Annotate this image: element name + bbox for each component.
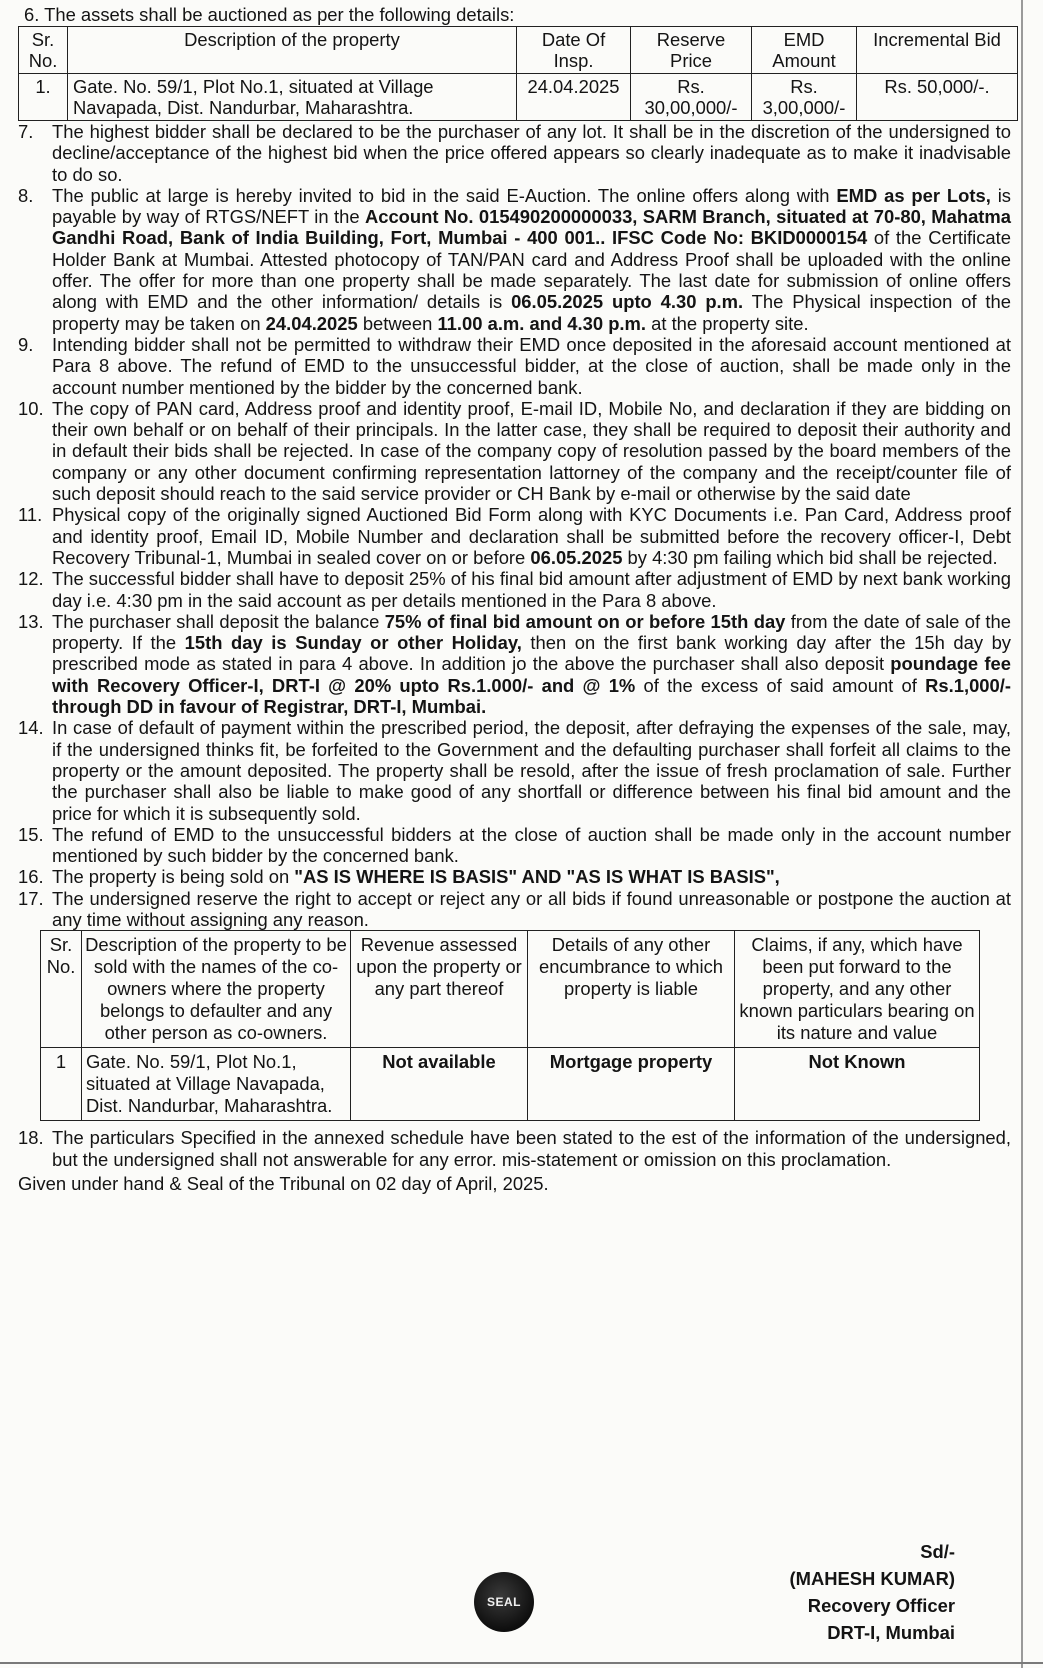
page-border-bottom	[0, 1662, 1043, 1664]
cell-emd: Rs. 3,00,000/-	[752, 74, 857, 121]
para-18: 18. The particulars Specified in the annexed schedule have been stated to the est of the information of the undersigned, but the undersigned shall not answerable for any error. mis-statement or omission on this proclamation.	[18, 1127, 1011, 1170]
col-emd-amount: EMD Amount	[752, 27, 857, 74]
col-sr-no: Sr. No.	[19, 27, 68, 74]
para-7: 7. The highest bidder shall be declared to be the purchaser of any lot. It shall be in the discretion of the undersigned to decline/acceptance of the highest bid when the price offered appears so clearly inadequate as to make it inadvisable to do so.	[18, 121, 1011, 185]
col-description: Description of the property	[68, 27, 517, 74]
col-encumbrance: Details of any other encumbrance to which property is liable	[528, 931, 735, 1048]
para-13: 13. The purchaser shall deposit the balance 75% of final bid amount on or before 15th day from the date of sale of the property. If the 15th day is Sunday or other Holiday, then on the first bank working day after the 15h day by prescribed mode as stated in para 4 above. In addition jo the above the purchaser shall also deposit poundage fee with Recovery Officer-I, DRT-I @ 20% upto Rs.1.000/- and @ 1% of the excess of said amount of Rs.1,000/-through DD in favour of Registrar, DRT-I, Mumbai.	[18, 610, 1011, 718]
terms-list	[18, 121, 1011, 930]
cell-description: Gate. No. 59/1, Plot No.1, situated at Village Navapada, Dist. Nandurbar, Maharashtra.	[68, 74, 517, 121]
cell-reserve: Rs. 30,00,000/-	[631, 74, 752, 121]
table-row	[41, 1048, 980, 1121]
cell-sr: 1.	[19, 74, 68, 121]
para-15: 15. The refund of EMD to the unsuccessful bidders at the close of auction shall be made only in the account number mentioned by such bidder by the concerned bank.	[18, 823, 1011, 867]
col-claims: Claims, if any, which have been put forward to the property, and any other known particulars bearing on its nature and value	[735, 931, 980, 1048]
schedule-table	[40, 930, 980, 1121]
page-border-right	[1021, 0, 1023, 1668]
table-header-row	[19, 27, 1018, 74]
para-6-text: The assets shall be auctioned as per the following details:	[44, 4, 515, 25]
given-under-hand: Given under hand & Seal of the Tribunal on 02 day of April, 2025.	[18, 1172, 549, 1194]
col-incremental-bid: Incremental Bid	[857, 27, 1018, 74]
terms-list-2	[18, 1127, 1011, 1170]
col-revenue: Revenue assessed upon the property or any part thereof	[351, 931, 528, 1048]
para-10: 10. The copy of PAN card, Address proof and identity proof, E-mail ID, Mobile No, and declaration if they are bidding on their own behalf or on behalf of their principals. In the latter case, they shall be required to deposit their authority and in default their bids shall be rejected. In case of the company copy of resolution passed by the board members of the company or any other document confirming representation lattorney of the company and the receipt/counter file of such deposit should reach to the said service provider or CH Bank by e-mail or otherwise by the said date	[18, 397, 1011, 505]
cell-claims: Not Known	[735, 1048, 980, 1121]
cell-encumbrance: Mortgage property	[528, 1048, 735, 1121]
seal-label: SEAL	[486, 1595, 521, 1609]
cell-increment: Rs. 50,000/-.	[857, 74, 1018, 121]
para-11: 11. Physical copy of the originally signed Auctioned Bid Form along with KYC Documents i.e. Pan Card, Address proof and identity proof, Email ID, Mobile Number and declaration shall be submitted before the recovery officer-I, Debt Recovery Tribunal-1, Mumbai in sealed cover on or before 06.05.2025 by 4:30 pm failing which bid shall be rejected.	[18, 504, 1011, 568]
col-sr-no: Sr. No.	[41, 931, 82, 1048]
para-16: 16. The property is being sold on "AS IS WHERE IS BASIS" AND "AS IS WHAT IS BASIS",	[18, 866, 780, 888]
table-row	[19, 74, 1018, 121]
cell-revenue: Not available	[351, 1048, 528, 1121]
auction-details-table	[18, 26, 1018, 121]
para-8: 8. The public at large is hereby invited to bid in the said E-Auction. The online offers along with EMD as per Lots, is payable by way of RTGS/NEFT in the Account No. 015490200000033, SARM Branch, situated at 70-80, Mahatma Gandhi Road, Bank of India Building, Fort, Mumbai - 400 001.. IFSC Code No: BKID0000154 of the Certificate Holder Bank at Mumbai. Attested photocopy of TAN/PAN card and Address Proof shall be uploaded with the online offer. The offer for more than one property shall be made separately. The last date for submission of online offers along with EMD and the other information/ details is 06.05.2025 upto 4.30 p.m. The Physical inspection of the property may be taken on 24.04.2025 between 11.00 a.m. and 4.30 p.m. at the property site.	[18, 184, 1012, 334]
para-9: 9. Intending bidder shall not be permitted to withdraw their EMD once deposited in the aforesaid account mentioned at Para 8 above. The refund of EMD to the unsuccessful bidder, at the close of auction, shall be made only in the account number mentioned by the bidder by the concerned bank.	[18, 333, 1011, 398]
table-header-row	[41, 931, 980, 1048]
col-date-insp: Date Of Insp.	[517, 27, 631, 74]
para-12: 12. The successful bidder shall have to deposit 25% of his final bid amount after adjustment of EMD by next bank working day i.e. 4:30 pm in the said account as per details mentioned in the Para 8 above.	[18, 568, 1011, 611]
signature-block	[790, 1538, 956, 1646]
col-reserve-price: Reserve Price	[631, 27, 752, 74]
cell-sr: 1	[41, 1048, 82, 1121]
cell-description: Gate. No. 59/1, Plot No.1, situated at Village Navapada, Dist. Nandurbar, Maharashtra.	[82, 1048, 351, 1121]
cell-date: 24.04.2025	[517, 74, 631, 121]
signature-sd: Sd/-	[920, 1541, 955, 1562]
para-6: 6. The assets shall be auctioned as per the following details:	[24, 4, 515, 25]
signature-name: (MAHESH KUMAR)	[789, 1568, 955, 1589]
signature-office: DRT-I, Mumbai	[827, 1622, 955, 1643]
para-14: 14. In case of default of payment within the prescribed period, the deposit, after defraying the expenses of the sale, may, if the undersigned thinks fit, be forfeited to the Government and the defaulting purchaser shall forfeit all claims to the property or the amount deposited. The property shall be resold, after the issue of fresh proclamation of sale. Further the purchaser shall also be liable to make good of any shortfall or difference between his final bid amount and the price for which it is subsequently sold.	[18, 717, 1011, 824]
signature-designation: Recovery Officer	[807, 1595, 955, 1616]
col-description: Description of the property to be sold with the names of the co-owners where the property belongs to defaulter and any other person as co-owners.	[82, 931, 351, 1048]
tribunal-seal	[474, 1572, 534, 1632]
para-17: 17. The undersigned reserve the right to accept or reject any or all bids if found unreasonable or postpone the auction at any time without assigning any reason.	[18, 887, 1011, 930]
